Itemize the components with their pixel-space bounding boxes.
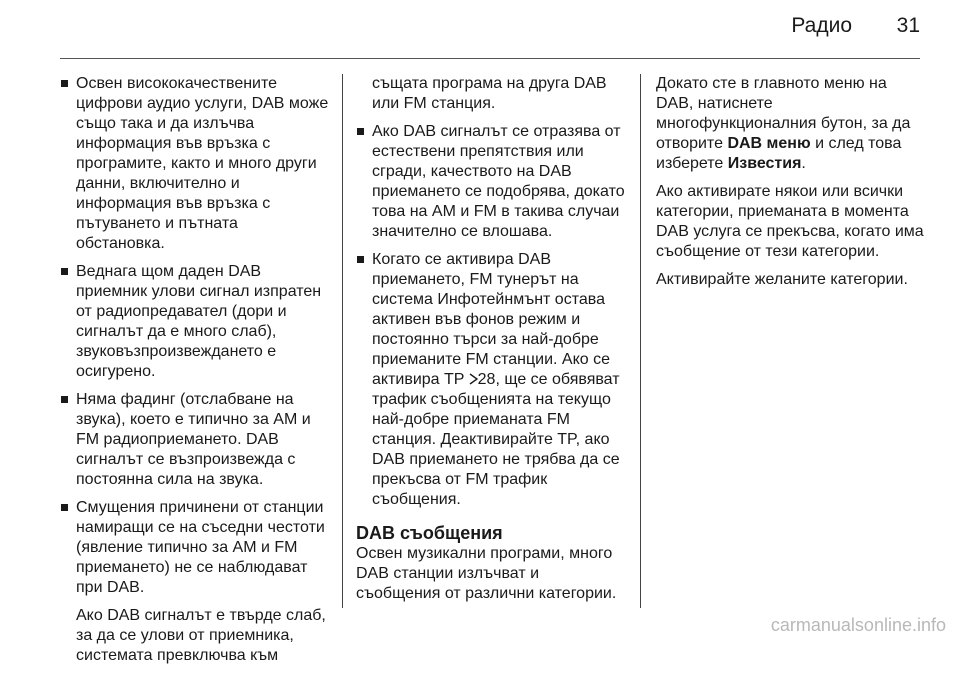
section-heading: DAB съобщения [356, 523, 503, 543]
page-header [0, 0, 960, 60]
column-3 [656, 74, 926, 298]
watermark: carmanualsonline.info [770, 615, 946, 635]
bullet-text: , ще се обявяват трафик съобщенията на текущо най-добре приеманата FM станция. Деактивирайте TP, ако DAB приемането не трябва да се прекъсва от FM трафик съобщения. [372, 371, 620, 508]
paragraph-text: Докато сте в главното меню на DAB, натиснете многофункционалния бутон, за да отворите [656, 75, 911, 152]
column-1 [60, 74, 330, 674]
bullet-text: Няма фадинг (отслабване на звука), което е типично за AM и FM радиоприемането. DAB сигналът се възпроизвежда с постоянна сила на звука. [76, 391, 311, 488]
header-rule [60, 58, 920, 59]
bullet-continuation: същата програма на друга DAB или FM станция. [372, 75, 607, 112]
bullet-item [60, 262, 330, 382]
bullet-item [356, 122, 626, 242]
bullet-item [356, 250, 626, 510]
paragraph-text: . [801, 155, 806, 172]
paragraph: Ако активирате някои или всички категории, приеманата в момента DAB услуга се прекъсва, когато има съобщение от тези категории. [656, 183, 924, 260]
bullet-continuation: Ако DAB сигналът е твърде слаб, за да се улови от приемника, системата превключва към [76, 607, 326, 664]
page-reference-arrow-icon [469, 371, 478, 388]
bullet-square-icon [61, 504, 68, 511]
bullet-square-icon [357, 256, 364, 263]
page-title: Радио [791, 14, 852, 37]
bullet-item [60, 390, 330, 490]
column-divider-2 [640, 74, 641, 608]
bullet-text: Смущения причинени от станции намиращи се на съседни честоти (явление типично за AM и FM приемането) не се наблюдават при DAB. [76, 499, 325, 596]
column-divider-1 [342, 74, 343, 608]
bullet-text: Когато се активира DAB приемането, FM тунерът на система Инфотейнмънт остава активен във фонов режим и постоянно търси за най-добре приеманите FM станции. Ако се активира TP [372, 251, 611, 388]
column-2 [356, 74, 626, 612]
bullet-text: Ако DAB сигналът се отразява от естествени препятствия или сгради, качеството на DAB приемането се подобрява, докато това на AM и FM в такива случаи значително се влошава. [372, 123, 625, 240]
page-reference[interactable]: 28 [477, 371, 496, 388]
bullet-item [60, 74, 330, 254]
bullet-square-icon [61, 268, 68, 275]
bullet-square-icon [357, 128, 364, 135]
paragraph [656, 74, 926, 174]
bullet-item [60, 498, 330, 598]
bullet-text: Освен висококачествените цифрови аудио услуги, DAB може също така и да излъчва информация във връзка с програмите, както и много други данни, включително и информация във връзка с пътуването и пътната обстановка. [76, 75, 329, 252]
paragraph: Активирайте желаните категории. [656, 271, 908, 288]
section-paragraph: Освен музикални програми, много DAB станции излъчват и съобщения от различни категории. [356, 545, 617, 602]
paragraph-text: и след това изберете [656, 135, 902, 172]
bullet-text: Веднага щом даден DAB приемник улови сигнал изпратен от радиопредавател (дори и сигналът да е много слаб), звуковъзпроизвеждането е осигурено. [76, 263, 322, 380]
page-number: 31 [896, 14, 920, 37]
menu-name: DAB меню [727, 135, 811, 152]
bullet-square-icon [61, 80, 68, 87]
bullet-square-icon [61, 396, 68, 403]
menu-item-name: Известия [727, 155, 802, 172]
